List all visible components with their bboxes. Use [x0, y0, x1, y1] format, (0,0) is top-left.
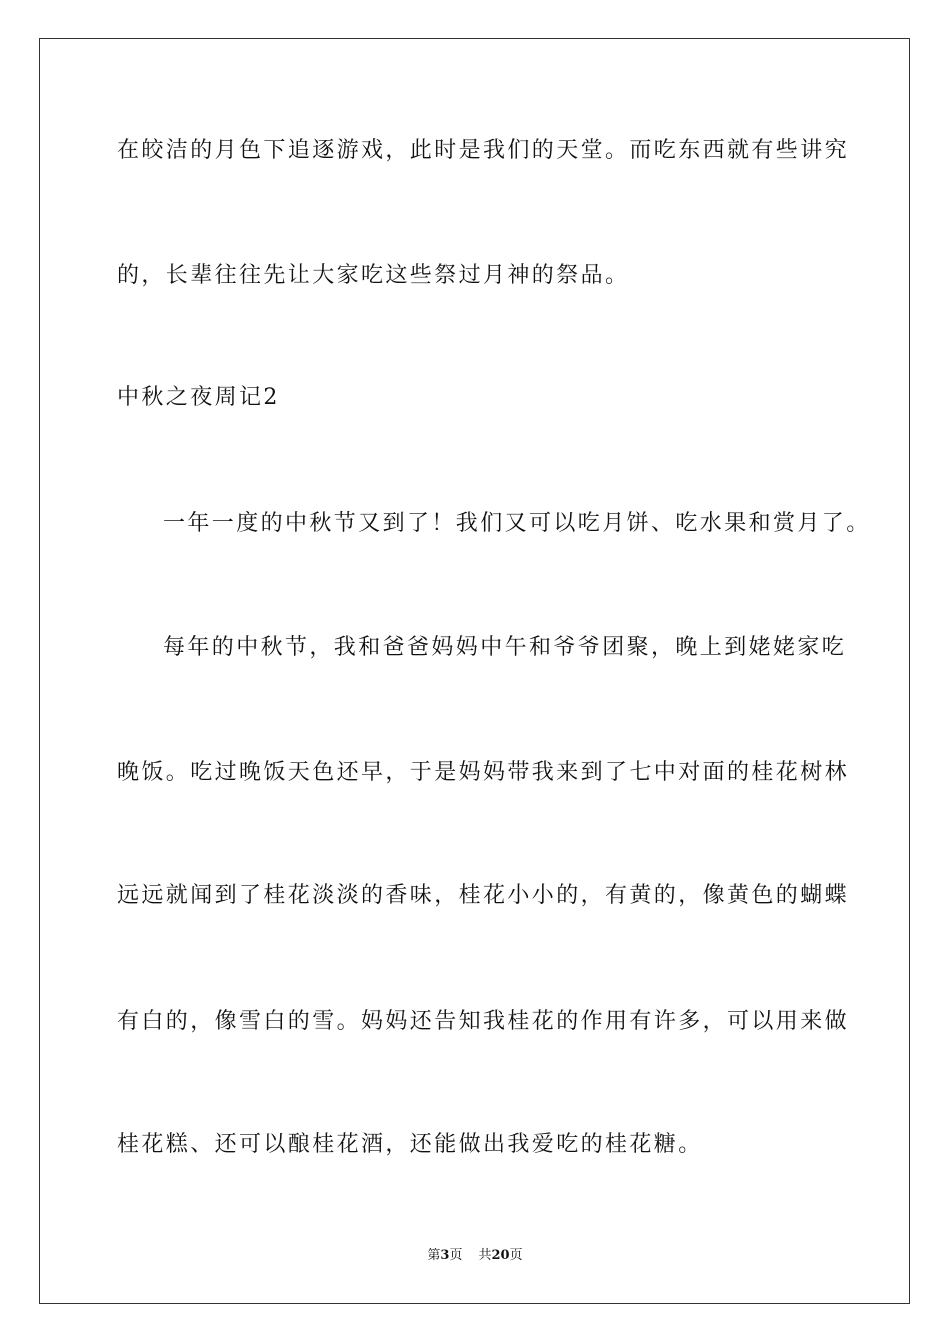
body-text-line: 远远就闻到了桂花淡淡的香味，桂花小小的，有黄的，像黄色的蝴蝶 [117, 883, 850, 908]
body-text-line: 有白的，像雪白的雪。妈妈还告知我桂花的作用有许多，可以用来做 [117, 1009, 850, 1034]
footer-page-suffix: 页 [449, 1248, 463, 1263]
body-text-line: 的，长辈往往先让大家吃这些祭过月神的祭品。 [117, 263, 630, 288]
footer-total-suffix: 页 [509, 1248, 523, 1263]
body-text-line: 桂花糕、还可以酿桂花酒，还能做出我爱吃的桂花糖。 [117, 1132, 703, 1157]
section-heading: 中秋之夜周记2 [117, 385, 280, 410]
footer-total-pages: 20 [491, 1248, 510, 1263]
footer-page-prefix: 第 [427, 1248, 441, 1263]
body-text-line: 晚饭。吃过晚饭天色还早，于是妈妈带我来到了七中对面的桂花树林 [117, 760, 850, 785]
page-footer [0, 1247, 950, 1265]
footer-total-prefix: 共 [478, 1248, 492, 1263]
body-text-line: 在皎洁的月色下追逐游戏，此时是我们的天堂。而吃东西就有些讲究 [117, 138, 850, 163]
paragraph-first-line: 一年一度的中秋节又到了！我们又可以吃月饼、吃水果和赏月了。 [163, 511, 871, 536]
paragraph-first-line: 每年的中秋节，我和爸爸妈妈中午和爷爷团聚，晚上到姥姥家吃 [163, 635, 847, 660]
page-border [39, 38, 910, 1304]
footer-page-number: 3 [440, 1248, 450, 1263]
